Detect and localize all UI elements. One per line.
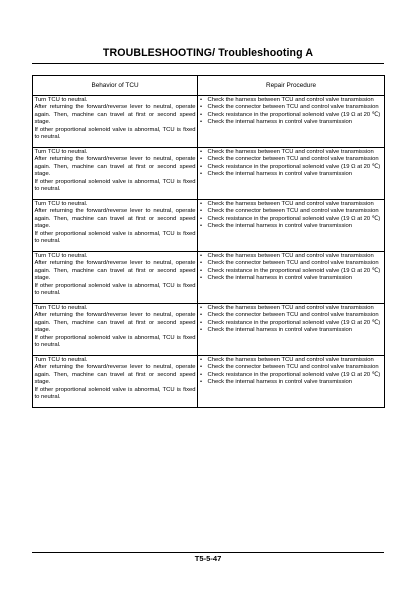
procedure-item <box>200 364 383 372</box>
procedure-text: Check the connector between TCU and control valve transmission <box>207 208 379 214</box>
behavior-text: If other proportional solenoid valve is abnormal, TCU is fixed to neutral. <box>34 282 196 296</box>
table-row <box>33 304 385 356</box>
behavior-text: After returning the forward/reverse lever to neutral, operate again. Then, machine can travel at first or second speed stage. <box>34 260 196 281</box>
bullet-icon: • <box>200 364 203 370</box>
bullet-icon: • <box>200 148 203 155</box>
procedure-text: Check the internal harness in control valve transmission <box>207 327 353 333</box>
footer-rule <box>32 552 384 553</box>
behavior-cell <box>33 200 198 252</box>
procedure-cell <box>198 200 385 252</box>
behavior-cell <box>33 304 198 356</box>
behavior-text: After returning the forward/reverse lever to neutral, operate again. Then, machine can travel at first or second speed stage. <box>34 156 196 177</box>
procedure-text: Check the harness between TCU and control valve transmission <box>207 304 374 311</box>
procedure-item <box>200 223 383 231</box>
bullet-icon: • <box>200 379 203 385</box>
procedure-list <box>200 201 383 231</box>
behavior-text: Turn TCU to neutral. <box>34 96 88 103</box>
bullet-icon: • <box>200 356 203 363</box>
procedure-item <box>200 112 383 120</box>
bullet-icon: • <box>200 252 203 259</box>
procedure-item <box>200 149 383 157</box>
procedure-cell <box>198 96 385 148</box>
behavior-text: Turn TCU to neutral. <box>34 200 88 207</box>
procedure-item <box>200 320 383 328</box>
procedure-text: Check the harness between TCU and control valve transmission <box>207 96 374 103</box>
procedure-item <box>200 97 383 105</box>
bullet-icon: • <box>200 215 203 222</box>
procedure-item <box>200 372 383 380</box>
bullet-icon: • <box>200 104 203 110</box>
procedure-text: Check the connector between TCU and control valve transmission <box>207 312 379 318</box>
table-row <box>33 356 385 408</box>
page-number: T5-5-47 <box>194 554 222 563</box>
procedure-list <box>200 149 383 179</box>
bullet-icon: • <box>200 319 203 326</box>
bullet-icon: • <box>200 327 203 333</box>
table-row <box>33 252 385 304</box>
procedure-cell <box>198 148 385 200</box>
behavior-text: Turn TCU to neutral. <box>34 304 88 311</box>
bullet-icon: • <box>200 163 203 170</box>
bullet-icon: • <box>200 275 203 281</box>
table-row <box>33 200 385 252</box>
procedure-item <box>200 164 383 172</box>
procedure-text: Check the connector between TCU and control valve transmission <box>207 364 379 370</box>
behavior-text: After returning the forward/reverse lever to neutral, operate again. Then, machine can travel at first or second speed stage. <box>34 312 196 333</box>
behavior-text: If other proportional solenoid valve is abnormal, TCU is fixed to neutral. <box>34 178 196 192</box>
bullet-icon: • <box>200 260 203 266</box>
procedure-text: Check the harness between TCU and control valve transmission <box>207 252 374 259</box>
procedure-text: Check the internal harness in control valve transmission <box>207 119 353 125</box>
bullet-icon: • <box>200 200 203 207</box>
behavior-text: Turn TCU to neutral. <box>34 356 88 363</box>
bullet-icon: • <box>200 312 203 318</box>
title-rule <box>32 63 384 64</box>
procedure-item <box>200 119 383 127</box>
procedure-list <box>200 305 383 335</box>
procedure-text: Check resistance in the proportional solenoid valve (19 Ω at 20 ℃) <box>207 371 381 378</box>
procedure-text: Check resistance in the proportional solenoid valve (19 Ω at 20 ℃) <box>207 267 381 274</box>
procedure-item <box>200 312 383 320</box>
bullet-icon: • <box>200 156 203 162</box>
procedure-item <box>200 260 383 268</box>
procedure-text: Check the internal harness in control valve transmission <box>207 223 353 229</box>
column-header-procedure: Repair Procedure <box>198 76 385 96</box>
procedure-text: Check the internal harness in control valve transmission <box>207 171 353 177</box>
procedure-item <box>200 253 383 261</box>
behavior-cell <box>33 148 198 200</box>
table-row <box>33 96 385 148</box>
bullet-icon: • <box>200 96 203 103</box>
bullet-icon: • <box>200 267 203 274</box>
procedure-cell <box>198 304 385 356</box>
behavior-text: If other proportional solenoid valve is abnormal, TCU is fixed to neutral. <box>34 386 196 400</box>
procedure-item <box>200 268 383 276</box>
procedure-text: Check resistance in the proportional solenoid valve (19 Ω at 20 ℃) <box>207 319 381 326</box>
behavior-text: After returning the forward/reverse lever to neutral, operate again. Then, machine can travel at first or second speed stage. <box>34 364 196 385</box>
procedure-list <box>200 253 383 283</box>
bullet-icon: • <box>200 208 203 214</box>
procedure-text: Check resistance in the proportional solenoid valve (19 Ω at 20 ℃) <box>207 111 381 118</box>
procedure-list <box>200 97 383 127</box>
procedure-text: Check the internal harness in control valve transmission <box>207 275 353 281</box>
procedure-text: Check the harness between TCU and control valve transmission <box>207 200 374 207</box>
behavior-text: If other proportional solenoid valve is abnormal, TCU is fixed to neutral. <box>34 334 196 348</box>
bullet-icon: • <box>200 111 203 118</box>
behavior-text: Turn TCU to neutral. <box>34 252 88 259</box>
procedure-cell <box>198 252 385 304</box>
table-header-row <box>33 76 385 96</box>
troubleshooting-table <box>32 75 385 408</box>
procedure-cell <box>198 356 385 408</box>
procedure-list <box>200 357 383 387</box>
procedure-item <box>200 379 383 387</box>
procedure-item <box>200 305 383 313</box>
table-row <box>33 148 385 200</box>
behavior-cell <box>33 252 198 304</box>
procedure-text: Check the harness between TCU and control valve transmission <box>207 356 374 363</box>
bullet-icon: • <box>200 304 203 311</box>
behavior-cell <box>33 96 198 148</box>
procedure-item <box>200 327 383 335</box>
procedure-text: Check resistance in the proportional solenoid valve (19 Ω at 20 ℃) <box>207 163 381 170</box>
procedure-text: Check resistance in the proportional solenoid valve (19 Ω at 20 ℃) <box>207 215 381 222</box>
procedure-item <box>200 156 383 164</box>
behavior-text: If other proportional solenoid valve is abnormal, TCU is fixed to neutral. <box>34 126 196 140</box>
procedure-item <box>200 357 383 365</box>
behavior-cell <box>33 356 198 408</box>
procedure-item <box>200 104 383 112</box>
behavior-text: After returning the forward/reverse lever to neutral, operate again. Then, machine can travel at first or second speed stage. <box>34 208 196 229</box>
procedure-item <box>200 216 383 224</box>
bullet-icon: • <box>200 371 203 378</box>
bullet-icon: • <box>200 171 203 177</box>
procedure-text: Check the connector between TCU and control valve transmission <box>207 260 379 266</box>
procedure-text: Check the harness between TCU and control valve transmission <box>207 148 374 155</box>
behavior-text: Turn TCU to neutral. <box>34 148 88 155</box>
page-title: TROUBLESHOOTING/ Troubleshooting A <box>102 47 314 59</box>
procedure-item <box>200 201 383 209</box>
behavior-text: After returning the forward/reverse lever to neutral, operate again. Then, machine can travel at first or second speed stage. <box>34 104 196 125</box>
table-body <box>33 96 385 408</box>
procedure-text: Check the connector between TCU and control valve transmission <box>207 156 379 162</box>
behavior-text: If other proportional solenoid valve is abnormal, TCU is fixed to neutral. <box>34 230 196 244</box>
bullet-icon: • <box>200 119 203 125</box>
column-header-behavior: Behavior of TCU <box>33 76 198 96</box>
procedure-item <box>200 275 383 283</box>
procedure-text: Check the internal harness in control valve transmission <box>207 379 353 385</box>
procedure-text: Check the connector between TCU and control valve transmission <box>207 104 379 110</box>
procedure-item <box>200 171 383 179</box>
procedure-item <box>200 208 383 216</box>
bullet-icon: • <box>200 223 203 229</box>
